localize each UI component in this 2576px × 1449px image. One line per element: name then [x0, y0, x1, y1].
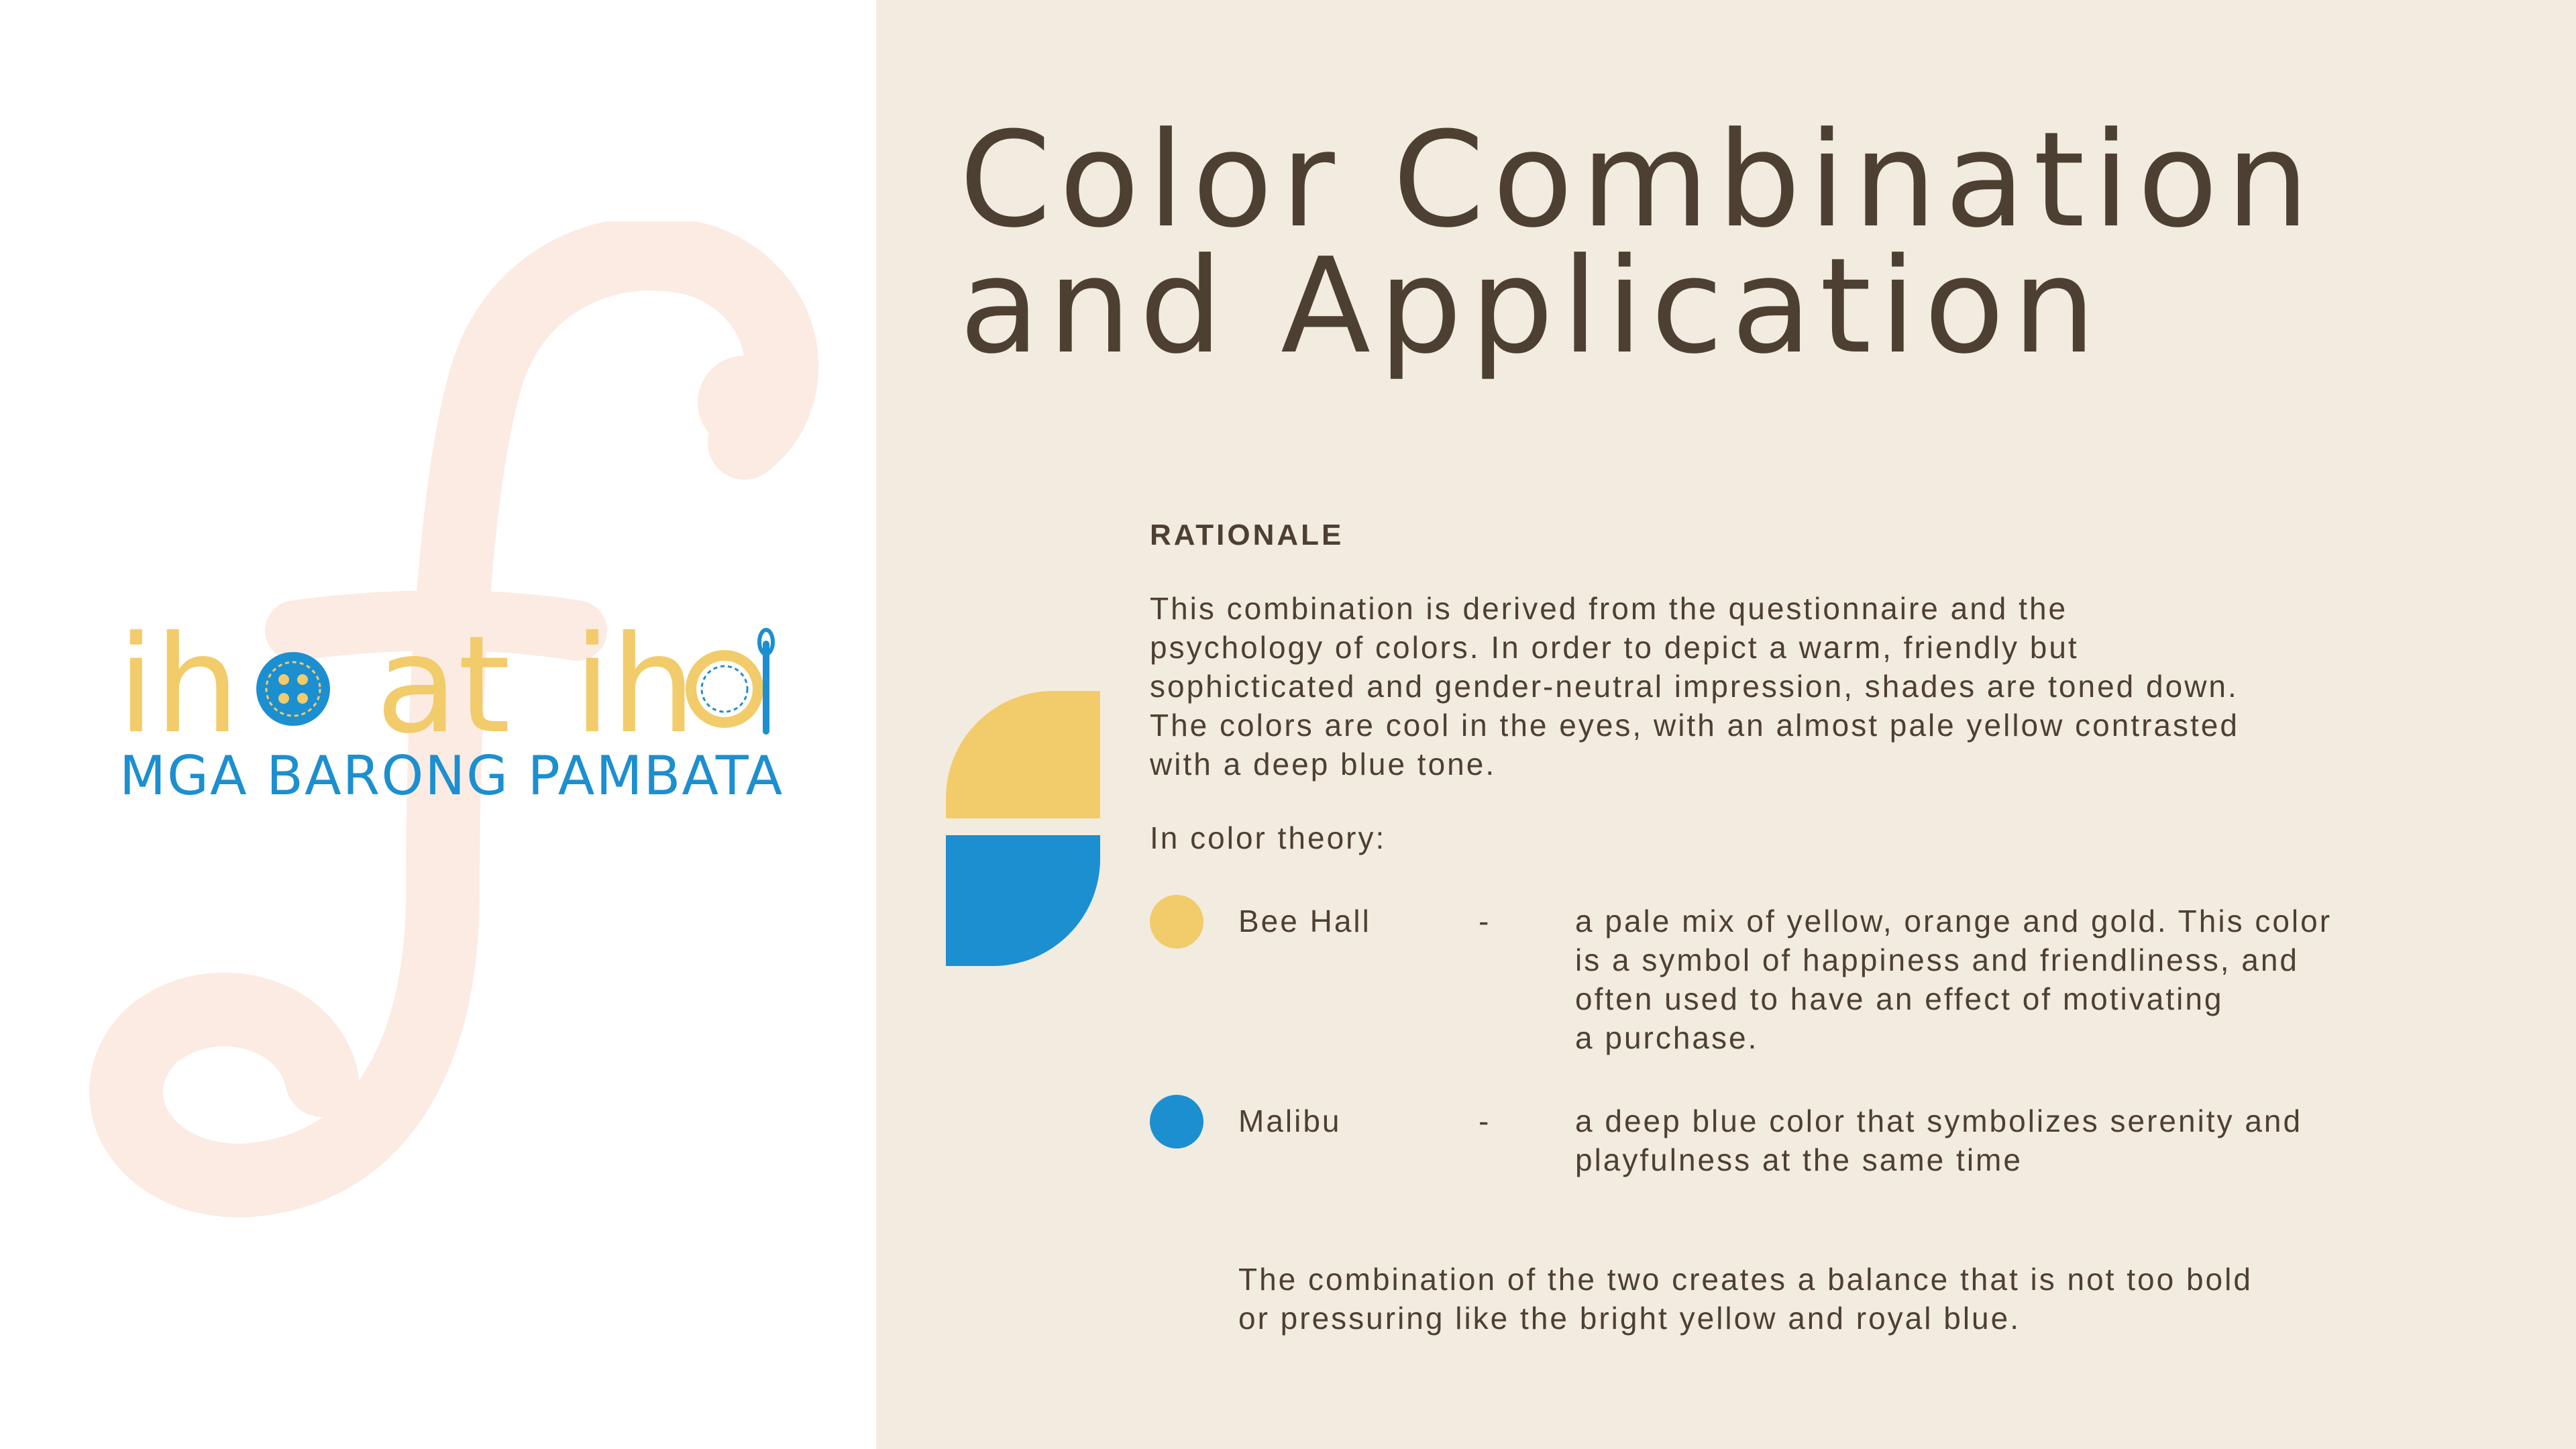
rationale-heading: RATIONALE — [1150, 519, 1344, 551]
malibu-description: a deep blue color that symbolizes serenity and playfulness at the same time — [1575, 1104, 2303, 1177]
blue-quarter-shape — [946, 835, 1100, 966]
page-title — [959, 104, 2318, 383]
bee-hall-name: Bee Hall — [1238, 904, 1371, 938]
rationale-paragraph: This combination is derived from the questionnaire and the psychology of colors. In order to depict a warm, friendly but sophicticated and gender-neutral impression, shades are toned down. The colors are cool in the eyes, with an almost pale yellow contrasted with a deep blue tone. — [1150, 591, 2239, 782]
color-swatch-graphic — [946, 691, 1100, 966]
malibu-swatch-dot — [1150, 1095, 1203, 1148]
brand-logo — [117, 607, 788, 822]
color-entry-bee-hall — [1150, 895, 2424, 1057]
malibu-name: Malibu — [1238, 1104, 1342, 1138]
logo-tagline: MGA BARONG PAMBATA — [119, 745, 784, 807]
wordmark-at: at — [376, 607, 511, 748]
title-line-2: and Application — [959, 230, 2104, 383]
color-entry-malibu — [1150, 1095, 2424, 1179]
closing-paragraph: The combination of the two creates a balance that is not too bold or pressuring like the bright yellow and royal blue. — [1238, 1262, 2253, 1336]
rationale-section — [1150, 517, 2424, 1338]
malibu-dash: - — [1479, 1104, 1489, 1138]
bee-hall-dash: - — [1479, 904, 1489, 938]
title-line-1: Color Combination — [959, 104, 2318, 257]
bee-hall-swatch-dot — [1150, 895, 1203, 949]
needle-icon — [691, 630, 773, 735]
left-panel — [0, 0, 876, 1449]
yellow-quarter-shape — [946, 691, 1100, 818]
button-icon — [256, 652, 330, 726]
wordmark-ih-2: ih — [574, 607, 696, 748]
logo-wordmark — [117, 607, 788, 748]
color-theory-label: In color theory: — [1150, 820, 1387, 855]
wordmark-ih-1: ih — [117, 607, 240, 748]
bee-hall-description: a pale mix of yellow, orange and gold. This color is a symbol of happiness and friendliness, and often used to have an effect of motivating a purchase. — [1575, 904, 2332, 1055]
